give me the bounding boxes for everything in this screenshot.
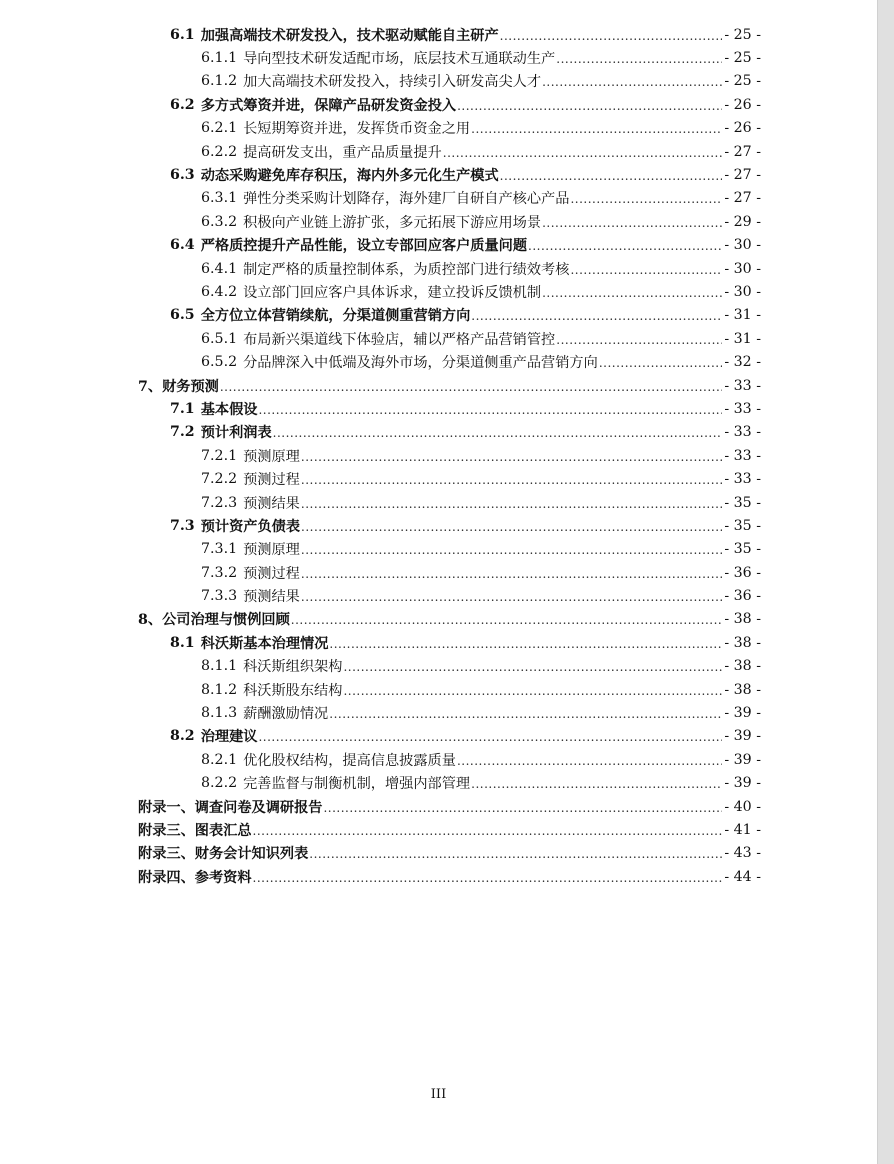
toc-entry-title: 设立部门回应客户具体诉求，建立投诉反馈机制 [243,284,542,301]
toc-dot-leader [253,868,761,885]
toc-entry[interactable] [0,397,877,420]
toc-entry-page: - 38 - [724,634,761,651]
toc-entry-number: 6.3.2 [201,213,238,230]
toc-entry-title: 科沃斯股东结构 [243,682,343,699]
toc-entry-title: 预测原理 [243,542,300,559]
toc-entry[interactable] [0,23,877,46]
toc-dot-leader [471,122,760,136]
toc-entry-page: - 39 - [724,751,761,768]
toc-entry-title: 长短期筹资并进，发挥货币资金之用 [243,121,471,138]
toc-entry-page: - 29 - [724,213,761,230]
toc-entry-page: - 33 - [724,471,761,488]
toc-dot-leader [457,96,761,113]
toc-entry-title: 预测过程 [243,472,300,489]
toc-entry-page: - 38 - [724,658,761,675]
toc-dot-leader [309,847,760,861]
toc-entry-page: - 32 - [724,354,761,371]
toc-dot-leader [258,400,761,417]
toc-entry[interactable] [0,725,877,748]
toc-entry-title: 严格质控提升产品性能，设立专部回应客户质量问题 [200,238,528,255]
toc-entry[interactable] [0,678,877,701]
toc-entry-page: - 39 - [724,775,761,792]
toc-entry[interactable] [0,865,877,888]
toc-entry[interactable] [0,257,877,280]
toc-entry-number: 6.1.2 [201,73,238,90]
toc-entry[interactable] [0,514,877,537]
toc-entry-title: 公司治理与惯例回顾 [162,612,290,629]
toc-dot-leader [443,143,761,160]
toc-entry-number: 6.2.1 [201,120,238,137]
toc-entry-page: - 36 - [724,588,761,605]
toc-entry-title: 制定严格的质量控制体系，为质控部门进行绩效考核 [243,261,570,278]
toc-dot-leader [471,309,760,323]
toc-dot-leader [329,707,760,721]
toc-entry-title: 附录三、图表汇总 [138,822,252,839]
toc-entry-number: 7.3.3 [201,588,238,605]
toc-entry[interactable] [0,117,877,140]
toc-entry-title: 全方位立体营销续航，分渠道侧重营销方向 [200,308,471,325]
toc-entry-page: - 36 - [724,564,761,581]
toc-entry-page: - 35 - [724,541,761,558]
toc-entry[interactable] [0,561,877,584]
toc-entry-number: 6.4.2 [201,283,238,300]
toc-dot-leader [301,447,761,464]
toc-entry-number: 6.4.1 [201,260,238,277]
toc-entry-number: 7.2.3 [201,494,238,511]
toc-entry-page: - 31 - [724,307,761,324]
toc-entry-number: 8.1.3 [201,705,238,722]
toc-entry-number: 7.2.2 [201,471,238,488]
toc-entry-page: - 27 - [724,190,761,207]
toc-entry-title: 科沃斯基本治理情况 [200,635,329,652]
toc-entry-number: 6.4 [170,237,195,254]
toc-dot-leader [301,494,761,511]
toc-entry-title: 预测结果 [243,495,300,512]
toc-entry-title: 附录三、财务会计知识列表 [138,846,309,863]
toc-entry-title: 弹性分类采购计划降存，海外建厂自研自产核心产品 [243,191,570,208]
toc-entry-title: 附录一、调查问卷及调研报告 [138,799,323,816]
toc-entry-number: 7.1 [170,400,195,417]
toc-entry-page: - 33 - [724,424,761,441]
toc-entry[interactable] [0,538,877,561]
toc-entry-page: - 33 - [724,447,761,464]
toc-entry-title: 薪酬激励情况 [243,706,329,723]
toc-entry[interactable] [0,608,877,631]
toc-entry[interactable] [0,842,877,865]
toc-entry-title: 预测过程 [243,565,300,582]
toc-entry-number: 7.2 [170,424,195,441]
toc-entry-number: 7.2.1 [201,447,238,464]
toc-entry[interactable] [0,187,877,210]
toc-entry-title: 加大高端技术研发投入，持续引入研发高尖人才 [243,74,542,91]
toc-entry-number: 8.1.1 [201,658,238,675]
toc-entry-number: 8.2.2 [201,775,238,792]
toc-dot-leader [471,777,760,791]
toc-entry-title: 财务预测 [162,378,219,395]
toc-entry-title: 动态采购避免库存积压，海内外多元化生产模式 [200,168,499,185]
toc-entry-page: - 33 - [724,400,761,417]
toc-entry[interactable] [0,491,877,514]
toc-entry[interactable] [0,655,877,678]
toc-entry-page: - 40 - [724,798,761,815]
toc-entry[interactable] [0,93,877,116]
toc-entry-page: - 38 - [724,611,761,628]
toc-dot-leader [253,821,761,838]
toc-entry-page: - 39 - [724,728,761,745]
toc-entry-title: 预计利润表 [200,425,272,442]
toc-entry-title: 导向型技术研发适配市场，底层技术互通联动生产 [243,51,556,68]
toc-entry[interactable] [0,234,877,257]
toc-entry-page: - 35 - [724,494,761,511]
toc-entry-title: 分品牌深入中低端及海外市场，分渠道侧重产品营销方向 [243,355,598,372]
toc-entry-number: 8、 [138,612,163,629]
toc-entry[interactable] [0,467,877,490]
toc-dot-leader [500,169,760,183]
toc-dot-leader [301,590,760,604]
toc-dot-leader [343,681,761,698]
toc-entry[interactable] [0,795,877,818]
toc-dot-leader [323,798,761,815]
toc-entry-page: - 44 - [724,868,761,885]
toc-entry-page: - 43 - [724,845,761,862]
toc-dot-leader [301,543,760,557]
toc-dot-leader [291,613,760,627]
toc-entry-title: 预测原理 [243,448,300,465]
toc-entry[interactable] [0,280,877,303]
toc-entry-title: 提高研发支出，重产品质量提升 [243,144,442,161]
toc-entry-page: - 26 - [724,120,761,137]
toc-entry[interactable] [0,444,877,467]
toc-dot-leader [258,730,760,744]
toc-entry-title: 完善监督与制衡机制，增强内部管理 [243,776,471,793]
toc-entry-number: 6.5.2 [201,354,238,371]
toc-entry-page: - 25 - [724,50,761,67]
toc-entry-number: 7.3 [170,517,195,534]
toc-entry-number: 7.3.1 [201,541,238,558]
toc-entry-title: 科沃斯组织架构 [243,659,343,676]
toc-entry-title: 加强高端技术研发投入，技术驱动赋能自主研产 [200,27,499,44]
page-number-footer: III [430,1087,447,1102]
toc-entry-page: - 30 - [724,237,761,254]
toc-entry[interactable] [0,421,877,444]
toc-entry[interactable] [0,163,877,186]
toc-entry-title: 基本假设 [200,401,258,418]
toc-entry-page: - 41 - [724,821,761,838]
toc-entry-title: 积极向产业链上游扩张，多元拓展下游应用场景 [243,214,542,231]
toc-entry-title: 布局新兴渠道线下体验店，辅以严格产品营销管控 [243,331,556,348]
toc-entry[interactable] [0,701,877,724]
toc-entry[interactable] [0,374,877,397]
toc-entry[interactable] [0,70,877,93]
toc-entry[interactable] [0,631,877,654]
toc-entry-title: 优化股权结构，提高信息披露质量 [243,752,456,769]
toc-entry-number: 6.3.1 [201,190,238,207]
toc-entry-number: 8.2 [170,728,195,745]
toc-entry-page: - 25 - [724,26,761,43]
toc-entry-title: 治理建议 [200,729,258,746]
toc-entry-number: 6.2 [170,96,195,113]
toc-entry-page: - 26 - [724,96,761,113]
toc-entry[interactable] [0,772,877,795]
toc-dot-leader [343,660,760,674]
toc-entry-page: - 27 - [724,167,761,184]
toc-entry-number: 6.1.1 [201,50,238,67]
toc-entry-number: 6.3 [170,167,195,184]
toc-dot-leader [301,564,761,581]
toc-entry-title: 预计资产负债表 [200,518,301,535]
toc-dot-leader [457,751,761,768]
toc-entry[interactable] [0,818,877,841]
toc-entry[interactable] [0,584,877,607]
table-of-contents [0,23,877,888]
toc-entry[interactable] [0,140,877,163]
toc-entry-page: - 33 - [724,377,761,394]
toc-dot-leader [329,634,761,651]
toc-entry-number: 6.5.1 [201,330,238,347]
toc-dot-leader [301,473,760,487]
toc-dot-leader [273,426,760,440]
vertical-scrollbar[interactable] [877,0,894,1164]
toc-entry-page: - 27 - [724,143,761,160]
toc-entry[interactable] [0,350,877,373]
toc-entry-page: - 39 - [724,705,761,722]
toc-entry-number: 6.1 [170,26,195,43]
toc-entry-number: 6.5 [170,307,195,324]
toc-entry-page: - 30 - [724,283,761,300]
toc-entry-title: 预测结果 [243,589,300,606]
toc-entry-number: 6.2.2 [201,143,238,160]
toc-entry-page: - 30 - [724,260,761,277]
toc-entry-page: - 25 - [724,73,761,90]
toc-entry[interactable] [0,210,877,233]
toc-entry-number: 7.3.2 [201,564,238,581]
toc-entry-number: 8.1.2 [201,681,238,698]
toc-entry-page: - 31 - [724,330,761,347]
toc-entry-page: - 38 - [724,681,761,698]
toc-dot-leader [301,517,761,534]
toc-entry-page: - 35 - [724,517,761,534]
toc-entry-number: 8.1 [170,634,195,651]
toc-entry-number: 7、 [138,378,163,395]
toc-dot-leader [220,377,761,394]
toc-entry[interactable] [0,304,877,327]
toc-entry-number: 8.2.1 [201,751,238,768]
toc-entry[interactable] [0,327,877,350]
toc-entry-title: 附录四、参考资料 [138,869,252,886]
toc-entry-title: 多方式筹资并进，保障产品研发资金投入 [200,97,457,114]
toc-entry[interactable] [0,748,877,771]
toc-dot-leader [500,26,761,43]
toc-entry[interactable] [0,46,877,69]
